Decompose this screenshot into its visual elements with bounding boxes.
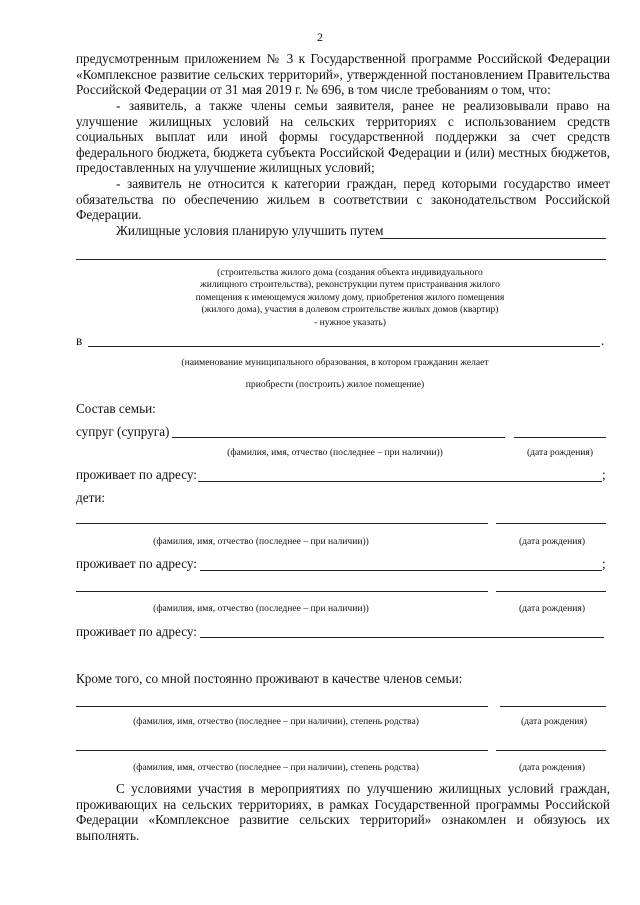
improve-method-caption: (строительства жилого дома (создания объекта индивидуального жилищного строительства), реконструкции путем пристраивания жилого помещения к имеющемуся жилому дому, приобретения жилого помещения (жилого дома), участия в долевом строительстве жилых домов (квартир) - нужное указать) [195, 267, 505, 328]
member-2-fio-field[interactable] [76, 750, 488, 751]
spouse-dob-field[interactable] [514, 437, 606, 438]
member-1-dob-caption: (дата рождения) [520, 716, 588, 727]
spouse-fio-caption: (фамилия, имя, отчество (последнее – при наличии)) [227, 447, 443, 458]
intro-continuation: предусмотренным приложением № 3 к Государственной программе Российской Федерации «Комплексное развитие сельских территорий», утвержденной постановлением Правительства Российской Федерации от 31 мая 2019 г. № 696, в том числе требованиям о том, что: [76, 51, 610, 98]
member-1-fio-field[interactable] [76, 706, 488, 707]
improve-method-field[interactable] [380, 238, 606, 239]
spouse-address-label: проживает по адресу: [76, 467, 197, 482]
municipality-prefix: в [76, 333, 83, 348]
spouse-address-field[interactable] [198, 481, 602, 482]
municipality-field[interactable] [88, 346, 600, 347]
child-1-fio-field[interactable] [76, 523, 488, 524]
member-2-dob-field[interactable] [496, 750, 606, 751]
municipality-caption-2: приобрести (построить) жилое помещение) [245, 379, 425, 390]
child-1-dob-caption: (дата рождения) [518, 536, 586, 547]
child-1-address-label: проживает по адресу: [76, 556, 197, 571]
child-1-address-field[interactable] [200, 570, 602, 571]
municipality-period: . [601, 333, 605, 348]
closing-statement: С условиями участия в мероприятиях по улучшению жилищных условий граждан, проживающих на сельских территориях, в рамках Государственной программы Российской Федерации «Комплексное развитие сельских территорий» ознакомлен и обязуюсь их выполнять. [76, 781, 610, 843]
child-2-address-field[interactable] [200, 637, 604, 638]
improve-method-label: Жилищные условия планирую улучшить путем [116, 223, 384, 238]
family-title: Состав семьи: [76, 401, 156, 416]
spouse-dob-caption: (дата рождения) [526, 447, 594, 458]
child-1-address-semicolon: ; [602, 556, 606, 571]
child-1-dob-field[interactable] [496, 523, 606, 524]
children-label: дети: [76, 490, 106, 505]
spouse-label: супруг (супруга) [76, 424, 170, 439]
requirement-bullet-1: - заявитель, а также члены семьи заявителя, ранее не реализовывали право на улучшение жилищных условий на сельских территориях с использованием средств социальных выплат или иной формы государственной поддержки за счет средств федерального бюджета, бюджета субъекта Российской Федерации и (или) местных бюджетов, предоставленных на улучшение жилищных условий; [76, 98, 610, 176]
child-2-dob-caption: (дата рождения) [518, 603, 586, 614]
child-2-fio-field[interactable] [76, 591, 488, 592]
improve-method-field-line-2[interactable] [76, 259, 606, 260]
child-2-fio-caption: (фамилия, имя, отчество (последнее – при наличии)) [153, 603, 369, 614]
member-2-fio-caption: (фамилия, имя, отчество (последнее – при наличии), степень родства) [133, 762, 419, 773]
child-2-address-label: проживает по адресу: [76, 624, 197, 639]
child-1-fio-caption: (фамилия, имя, отчество (последнее – при наличии)) [153, 536, 369, 547]
municipality-caption-1: (наименование муниципального образования, в котором гражданин желает [181, 357, 489, 368]
member-1-dob-field[interactable] [500, 706, 606, 707]
member-2-dob-caption: (дата рождения) [518, 762, 586, 773]
requirement-bullet-2: - заявитель не относится к категории граждан, перед которыми государство имеет обязательства по обеспечению жильем в соответствии с законодательством Российской Федерации. [76, 176, 610, 223]
spouse-fio-field[interactable] [172, 437, 505, 438]
other-members-title: Кроме того, со мной постоянно проживают в качестве членов семьи: [76, 671, 463, 686]
member-1-fio-caption: (фамилия, имя, отчество (последнее – при наличии), степень родства) [133, 716, 419, 727]
page-number: 2 [317, 30, 323, 44]
spouse-address-semicolon: ; [602, 467, 606, 482]
child-2-dob-field[interactable] [496, 591, 606, 592]
